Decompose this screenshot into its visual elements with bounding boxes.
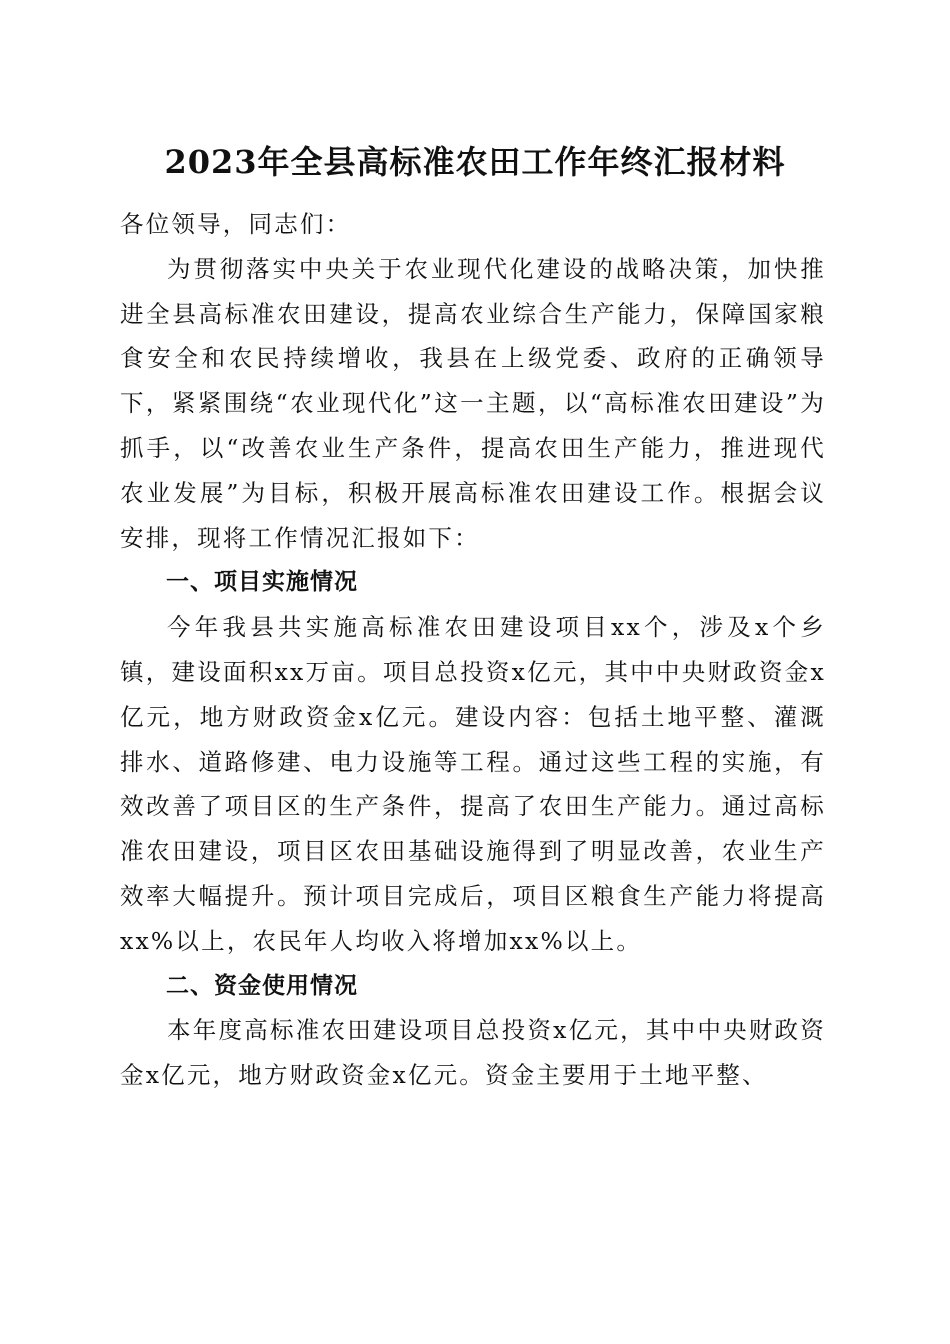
intro-paragraph: 为贯彻落实中央关于农业现代化建设的战略决策，加快推进全县高标准农田建设，提高农业综合生产能力，保障国家粮食安全和农民持续增收，我县在上级党委、政府的正确领导下，紧紧围绕“农业现代化”这一主题，以“高标准农田建设”为抓手，以“改善农业生产条件，提高农田生产能力，推进现代农业发展”为目标，积极开展高标准农田建设工作。根据会议安排，现将工作情况汇报如下： — [120, 254, 826, 552]
section-paragraph-project-implementation: 今年我县共实施高标准农田建设项目xx个，涉及x个乡镇，建设面积xx万亩。项目总投资x亿元，其中中央财政资金x亿元，地方财政资金x亿元。建设内容：包括土地平整、灌溉排水、道路修建、电力设施等工程。通过这些工程的实施，有效改善了项目区的生产条件，提高了农田生产能力。通过高标准农田建设，项目区农田基础设施得到了明显改善，农业生产效率大幅提升。预计项目完成后，项目区粮食生产能力将提高xx%以上，农民年人均收入将增加xx%以上。 — [120, 613, 826, 955]
document-title: 2023年全县高标准农田工作年终汇报材料 — [164, 143, 786, 181]
section-heading-fund-usage: 二、资金使用情况 — [166, 972, 358, 999]
document-body — [120, 202, 826, 1098]
section-heading-project-implementation: 一、项目实施情况 — [166, 569, 358, 596]
salutation: 各位领导，同志们： — [120, 210, 352, 238]
section-paragraph-fund-usage: 本年度高标准农田建设项目总投资x亿元，其中中央财政资金x亿元，地方财政资金x亿元。资金主要用于土地平整、 — [120, 1016, 826, 1090]
